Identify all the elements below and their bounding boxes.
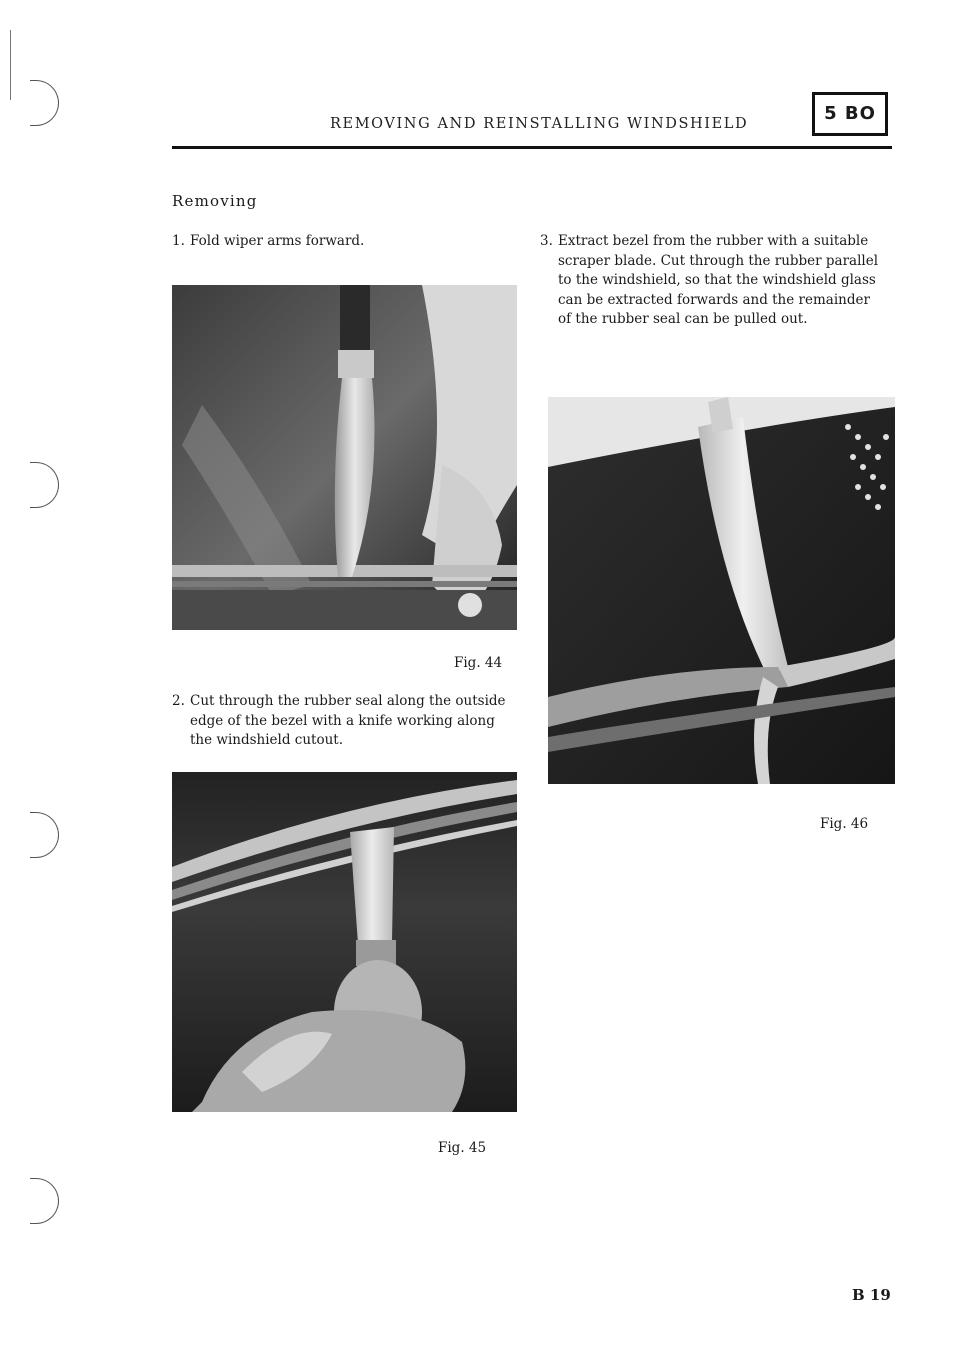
figure-46-caption: Fig. 46	[820, 816, 869, 832]
step-2-line-2: edge of the bezel with a knife working along	[190, 712, 495, 729]
step-2-number: 2.	[172, 693, 185, 709]
step-3-line-4: can be extracted forwards and the remainder	[558, 291, 870, 308]
step-3-number: 3.	[540, 233, 553, 249]
figure-45-caption: Fig. 45	[438, 1140, 487, 1156]
page-header-title: REMOVING AND REINSTALLING WINDSHIELD	[330, 116, 749, 132]
binder-hole-1	[30, 80, 59, 126]
step-3-line-1: Extract bezel from the rubber with a suitable	[558, 233, 869, 249]
section-code-badge	[812, 92, 888, 136]
step-3-line-2: scraper blade. Cut through the rubber parallel	[558, 252, 879, 269]
step-3	[540, 232, 890, 334]
step-2-line-1: Cut through the rubber seal along the outside	[190, 693, 506, 709]
margin-rule	[10, 30, 11, 100]
step-3-line-3: to the windshield, so that the windshield glass	[558, 272, 876, 288]
step-1-line-1: Fold wiper arms forward.	[190, 233, 365, 249]
section-heading: Removing	[172, 192, 258, 210]
step-1-number: 1.	[172, 233, 185, 249]
step-2-line-3: the windshield cutout.	[190, 732, 344, 748]
figure-45-photo	[172, 772, 517, 1112]
figure-44-caption: Fig. 44	[454, 655, 503, 671]
step-1	[172, 232, 512, 254]
step-2	[172, 692, 512, 754]
section-code: 5 BO	[824, 103, 876, 124]
figure-46-photo	[548, 397, 895, 784]
binder-hole-3	[30, 812, 59, 858]
binder-hole-2	[30, 462, 59, 508]
header-rule	[172, 146, 892, 149]
binder-hole-4	[30, 1178, 59, 1224]
figure-44-photo	[172, 285, 517, 630]
page-number: B 19	[852, 1286, 891, 1304]
step-3-line-5: of the rubber seal can be pulled out.	[558, 311, 808, 327]
